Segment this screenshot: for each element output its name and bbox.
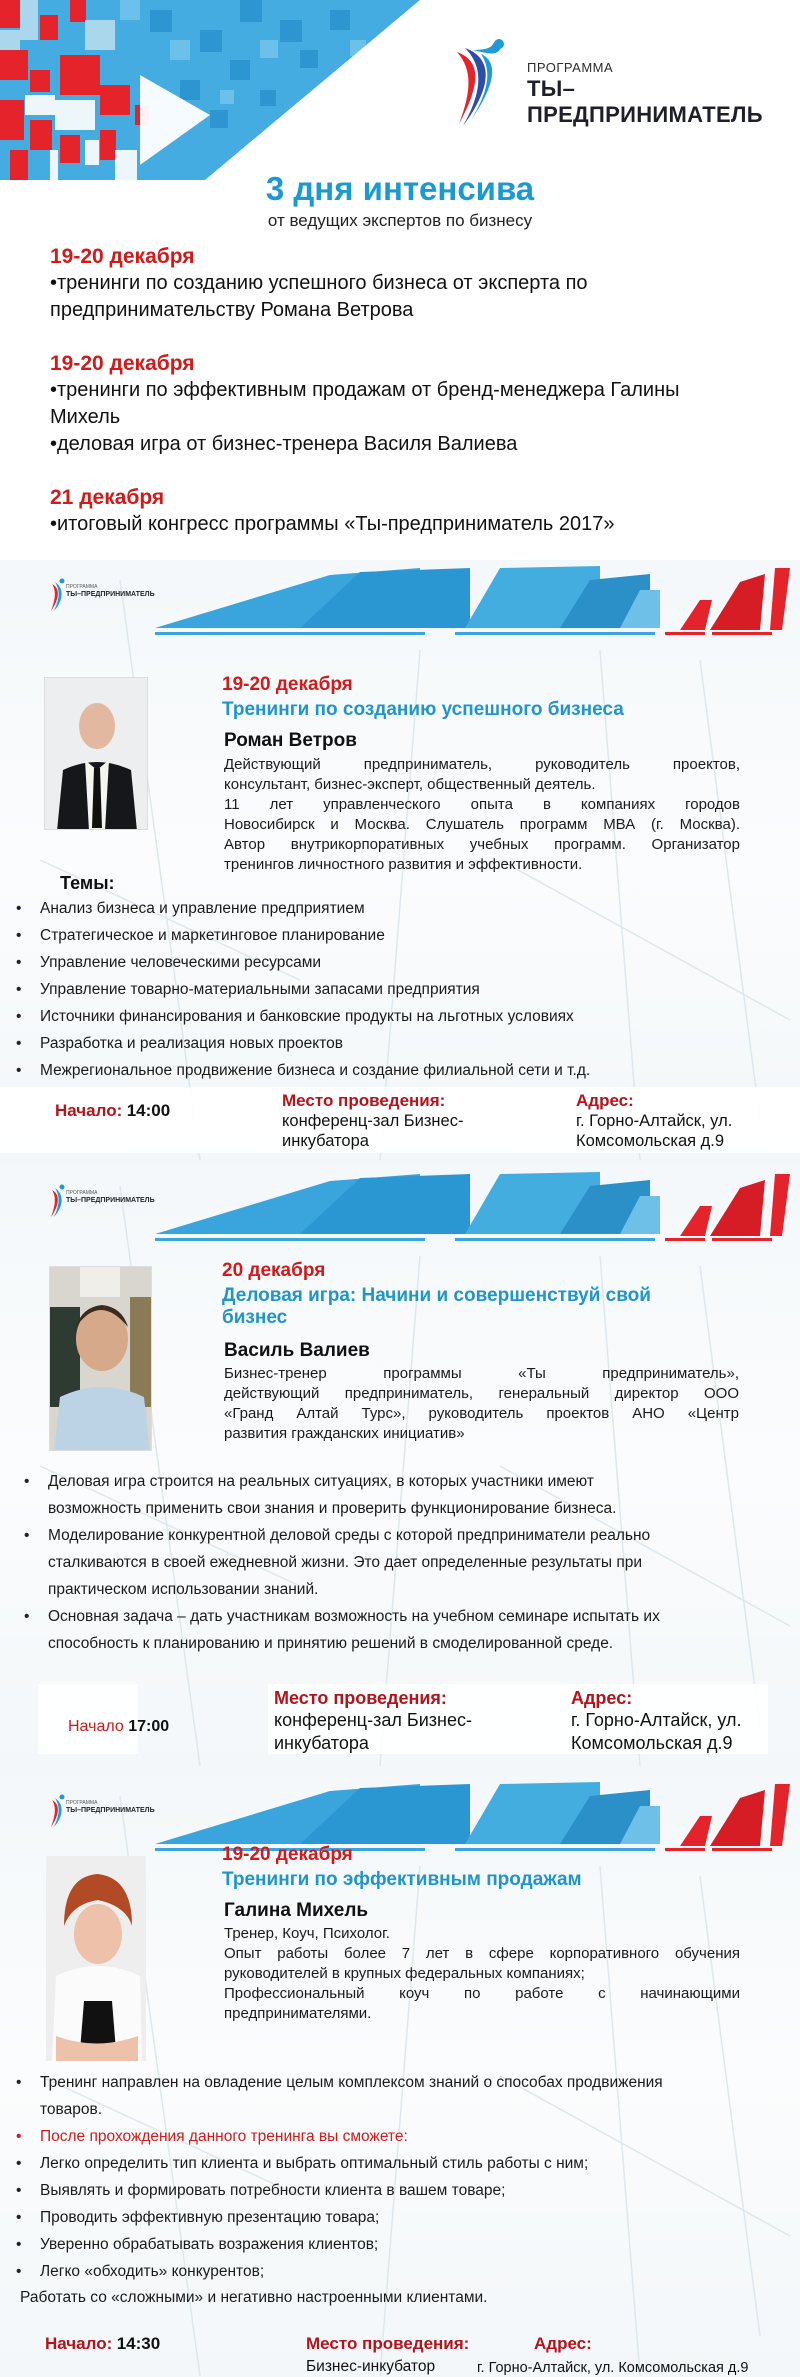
point-item: • Легко «обходить» конкурентов; [12, 2258, 782, 2285]
event-date: 19-20 декабря [222, 1844, 353, 1865]
topic-item: • Управление человеческими ресурсами [12, 954, 772, 981]
speaker-bio: Бизнес-тренер программы «Ты предприниматель», действующий предприниматель, генеральный директор ООО «Гранд Алтай Турс», руководитель проектов АНО «Центр развития гражданских инициатив» [224, 1365, 739, 1442]
runner-swoosh-icon [50, 578, 66, 612]
topic-item: • Анализ бизнеса и управление предприятием [12, 900, 772, 927]
intro-subtitle: от ведущих экспертов по бизнесу [267, 211, 533, 230]
speaker-bio: Действующий предприниматель, руководитель проектов, консультант, бизнес-эксперт, общественный деятель. 11 лет управленческого опыта в компаниях городов Новосибирск и Москва. Слушатель программ МВА (г. Москва). Автор внутрикорпоративных учебных программ. Организатор тренингов личностного развития и эффективности. [224, 756, 740, 873]
mini-program-logo: ПРОГРАММА ТЫ–ПРЕДПРИНИМАТЕЛЬ [50, 1794, 180, 1834]
event-date: 19-20 декабря [222, 674, 353, 695]
section-valiev [0, 1166, 800, 1776]
event-info-bar [0, 1087, 800, 1153]
runner-swoosh-icon [50, 1184, 66, 1218]
address: Адрес: г. Горно-Алтайск, ул. Комсомольская д.9 [576, 1091, 733, 1150]
mini-program-logo: ПРОГРАММА ТЫ–ПРЕДПРИНИМАТЕЛЬ [50, 578, 180, 618]
topic-item: • Источники финансирования и банковские продукты на льготных условиях [12, 1008, 772, 1035]
mini-program-logo: ПРОГРАММА ТЫ–ПРЕДПРИНИМАТЕЛЬ [50, 1184, 180, 1224]
intro-date: 19-20 декабря [50, 352, 195, 375]
point-item: • Основная задача – дать участникам возможность на учебном семинаре испытать их способность к планированию и принятию решений в смоделированной среде. [20, 1603, 780, 1657]
start-time: Начало: 14:00 [55, 1101, 171, 1120]
intro-line: •деловая игра от бизнес-тренера Василя Валиева [50, 433, 518, 455]
start-time: Начало 17:00 [68, 1718, 170, 1735]
hero-header [0, 0, 800, 180]
speaker-name: Галина Михель [224, 1900, 369, 1921]
speaker-bio: Тренер, Коуч, Психолог. Опыт работы более 7 лет в сфере корпоративного обучения руководителей в крупных федеральных компаниях; Профессиональный коуч по работе с начинающими предпринимателями. [224, 1925, 740, 2022]
intro-block-2 [50, 351, 750, 458]
speaker-photo-mikhel [46, 1856, 146, 2061]
venue: Место проведения: конференц-зал Бизнес- инкубатора [274, 1688, 472, 1753]
event-title: Тренинги по эффективным продажам [222, 1869, 582, 1890]
address-value: г. Горно-Алтайск, ул. Комсомольская д.9 [477, 2360, 749, 2376]
venue: Место проведения: Бизнес-инкубатор [306, 2334, 470, 2375]
person-portrait-image [45, 678, 148, 830]
event-date: 20 декабря [222, 1260, 326, 1281]
point-item: • Деловая игра строится на реальных ситуациях, в которых участники имеют возможность применить свои знания и проверить функционирование бизнеса. [20, 1468, 780, 1522]
speaker-name: Василь Валиев [224, 1340, 370, 1361]
intro-block-3 [50, 485, 750, 538]
speaker-name: Роман Ветров [224, 730, 357, 751]
section-mikhel [0, 1776, 800, 2377]
training-points-list [12, 2069, 782, 2311]
topics-list [12, 900, 772, 1089]
intro-line: предпринимательству Романа Ветрова [50, 299, 414, 321]
intro-line: Михель [50, 406, 121, 428]
topic-item: • Стратегическое и маркетинговое планирование [12, 927, 772, 954]
point-item: Работать со «сложными» и негативно настроенными клиентами. [20, 2289, 488, 2306]
start-time: Начало: 14:30 [45, 2334, 161, 2353]
event-title: Деловая игра: Начини и совершенствуй свой бизнес [222, 1285, 651, 1328]
address: Адрес: г. Горно-Алтайск, ул. Комсомольская д.9 [571, 1688, 742, 1753]
address-label-wrap: Адрес: [534, 2334, 592, 2353]
venue: Место проведения: конференц-зал Бизнес- инкубатора [282, 1091, 464, 1150]
topic-item: • Разработка и реализация новых проектов [12, 1035, 772, 1062]
topic-item: • Межрегиональное продвижение бизнеса и создание филиальной сети и т.д. [12, 1062, 772, 1089]
logo-program-label: ПРОГРАММА [527, 60, 614, 75]
point-item: • Проводить эффективную презентацию товара; [12, 2204, 782, 2231]
runner-swoosh-icon [50, 1794, 66, 1828]
pixel-mosaic-decoration [0, 0, 420, 180]
game-points-list [20, 1468, 780, 1657]
person-portrait-image [46, 1856, 146, 2061]
point-item: • Выявлять и формировать потребности клиента в вашем товаре; [12, 2177, 782, 2204]
intro-block-1 [50, 244, 750, 324]
program-logo [437, 38, 777, 128]
intro-line: •итоговый конгресс программы «Ты-предприниматель 2017» [50, 513, 615, 535]
runner-swoosh-icon [437, 38, 517, 128]
intro-date: 19-20 декабря [50, 245, 195, 268]
point-item-highlight: • После прохождения данного тренинга вы сможете: [12, 2123, 782, 2150]
point-item: • Легко определить тип клиента и выбрать оптимальный стиль работы с ним; [12, 2150, 782, 2177]
intro-title: 3 дня интенсива [265, 170, 535, 207]
logo-program-name: ТЫ–ПРЕДПРИНИМАТЕЛЬ [527, 76, 763, 127]
speaker-photo-vetrov [44, 677, 148, 830]
point-item: • Уверенно обрабатывать возражения клиентов; [12, 2231, 782, 2258]
event-title: Тренинги по созданию успешного бизнеса [222, 699, 624, 720]
intro-date: 21 декабря [50, 486, 165, 509]
point-item: • Тренинг направлен на овладение целым комплексом знаний о способах продвижения товаров. [12, 2069, 782, 2123]
speaker-photo-valiev [49, 1266, 152, 1451]
intro-line: •тренинги по созданию успешного бизнеса от эксперта по [50, 272, 588, 294]
intro-line: •тренинги по эффективным продажам от бренд-менеджера Галины [50, 379, 680, 401]
topic-item: • Управление товарно-материальными запасами предприятия [12, 981, 772, 1008]
person-portrait-image [50, 1267, 152, 1451]
point-item: • Моделирование конкурентной деловой среды с которой предприниматели реально сталкиваются в своей ежедневной жизни. Это дает определенные результаты при практическом использовании знаний. [20, 1522, 780, 1603]
section-vetrov [0, 560, 800, 1166]
topics-heading: Темы: [60, 873, 115, 893]
